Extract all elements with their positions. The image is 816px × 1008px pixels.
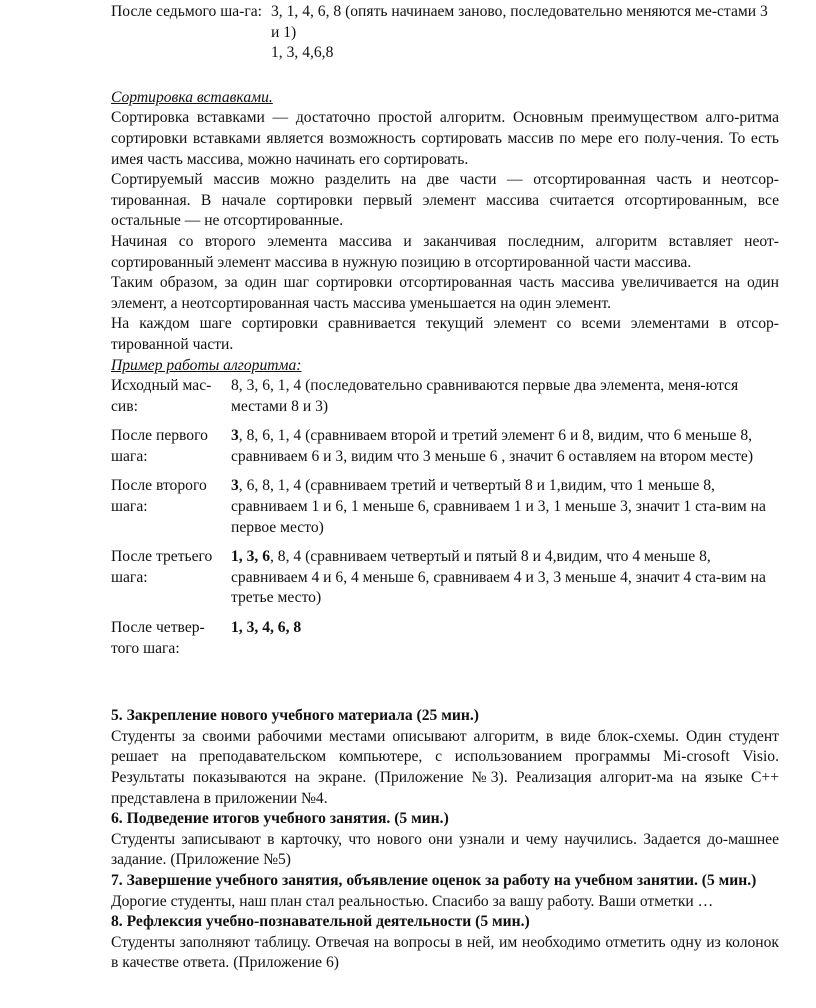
step-value: [231, 547, 779, 618]
step-value: [271, 2, 779, 64]
section-heading: 8. Рефлексия учебно-познавательной деятельности (5 мин.): [111, 913, 530, 931]
step-sorted-part: 3: [231, 477, 239, 495]
step-row: [111, 2, 779, 64]
paragraph: Таким образом, за один шаг сортировки отсортированная часть массива увеличивается на один элемент, а неотсортированная часть массива уменьшается на один элемент.: [111, 274, 779, 312]
section-heading: 7. Завершение учебного занятия, объявление оценок за работу на учебном занятии. (5 мин.): [111, 871, 757, 889]
step-row: [111, 376, 779, 426]
step-text: 3, 1, 4, 6, 8 (опять начинаем заново, последовательно меняются ме-стами 3 и 1): [271, 3, 768, 41]
seventh-step-table: [111, 2, 779, 64]
insertion-sort-title: Сортировка вставками.: [111, 88, 273, 106]
step-value: [231, 476, 779, 547]
section-text: Студенты заполняют таблицу. Отвечая на вопросы в ней, им необходимо отметить одну из колонок в качестве ответа. (Приложение 6): [111, 933, 779, 972]
step-text: , 8, 4 (сравниваем четвертый и пятый 8 и 4,видим, что 4 меньше 8, сравниваем 4 и 6, 4 меньше 6, сравниваем 4 и 3, 3 меньше 4, значит 4 ста-вим на третье место): [231, 548, 766, 607]
step-row: [111, 618, 779, 668]
step-label: После третьего шага:: [111, 548, 213, 586]
step-value: [231, 618, 779, 668]
paragraph: Начиная со второго элемента массива и заканчивая последним, алгоритм вставляет неот-сортированный элемент массива в нужную позицию в отсортированной части массива.: [111, 232, 779, 271]
step-label: После первого шага:: [111, 427, 208, 465]
paragraph: Сортировка вставками — достаточно простой алгоритм. Основным преимуществом алго-ритма сортировки вставками является возможность сортировать массив по мере его полу-чения. То есть имея часть массива, можно начинать его сортировать.: [111, 109, 779, 168]
paragraph: Сортируемый массив можно разделить на две части — отсортированная часть и неотсор-тированная. В начале сортировки первый элемент массива считается отсортированным, все остальные — не отсортированные.: [111, 171, 779, 230]
step-row: [111, 476, 779, 547]
step-text: , 8, 6, 1, 4 (сравниваем второй и третий элемент 6 и 8, видим, что 6 меньше 8, сравниваем 6 и 3, видим что 3 меньше 6 , значит 6 оставляем на втором месте): [231, 427, 754, 465]
section-text: Дорогие студенты, наш план стал реальностью. Спасибо за вашу работу. Ваши отметки …: [111, 892, 714, 910]
step-value: [231, 376, 779, 426]
step-label: После четвер- того шага:: [111, 619, 205, 657]
step-label: После седьмого ша-га:: [111, 3, 262, 20]
section-text: Студенты записывают в карточку, что нового они узнали и чему научились. Задается до-машнее задание. (Приложение №5): [111, 830, 779, 869]
step-sorted-part: 1, 3, 4, 6, 8: [231, 619, 302, 637]
document-page: [111, 2, 779, 974]
step-sorted-part: 3: [231, 427, 239, 445]
example-steps-table: [111, 376, 779, 668]
step-value: [231, 426, 779, 476]
section-heading: 5. Закрепление нового учебного материала (25 мин.): [111, 707, 479, 725]
step-result: 1, 3, 4,6,8: [271, 44, 334, 62]
step-text: , 6, 8, 1, 4 (сравниваем третий и четвертый 8 и 1,видим, что 1 меньше 8, сравниваем 1 и 6, 1 меньше 6, сравниваем 1 и 3, 1 меньше 3, значит 1 ста-вим на первое место): [231, 477, 766, 536]
step-row: [111, 426, 779, 476]
example-title: Пример работы алгоритма:: [111, 356, 302, 374]
step-label: Исходный мас-сив:: [111, 377, 212, 415]
step-row: [111, 547, 779, 618]
step-sorted-part: 1, 3, 6: [231, 548, 270, 566]
step-label: После второго шага:: [111, 477, 207, 516]
paragraph: На каждом шаге сортировки сравнивается текущий элемент со всеми элементами в отсор-тированной части.: [111, 315, 779, 353]
section-heading: 6. Подведение итогов учебного занятия. (5 мин.): [111, 810, 449, 828]
section-text: Студенты за своими рабочими местами описывают алгоритм, в виде блок-схемы. Один студент решает на преподавательском компьютере, с использованием программы Mi-crosoft Visio. Результаты показываются на экране. (Приложение №3). Реализация алгорит-ма на языке С++ представлена в приложении №4.: [111, 727, 779, 807]
step-text: 8, 3, 6, 1, 4 (последовательно сравниваются первые два элемента, меня-ются местами 8 и 3): [231, 377, 739, 415]
